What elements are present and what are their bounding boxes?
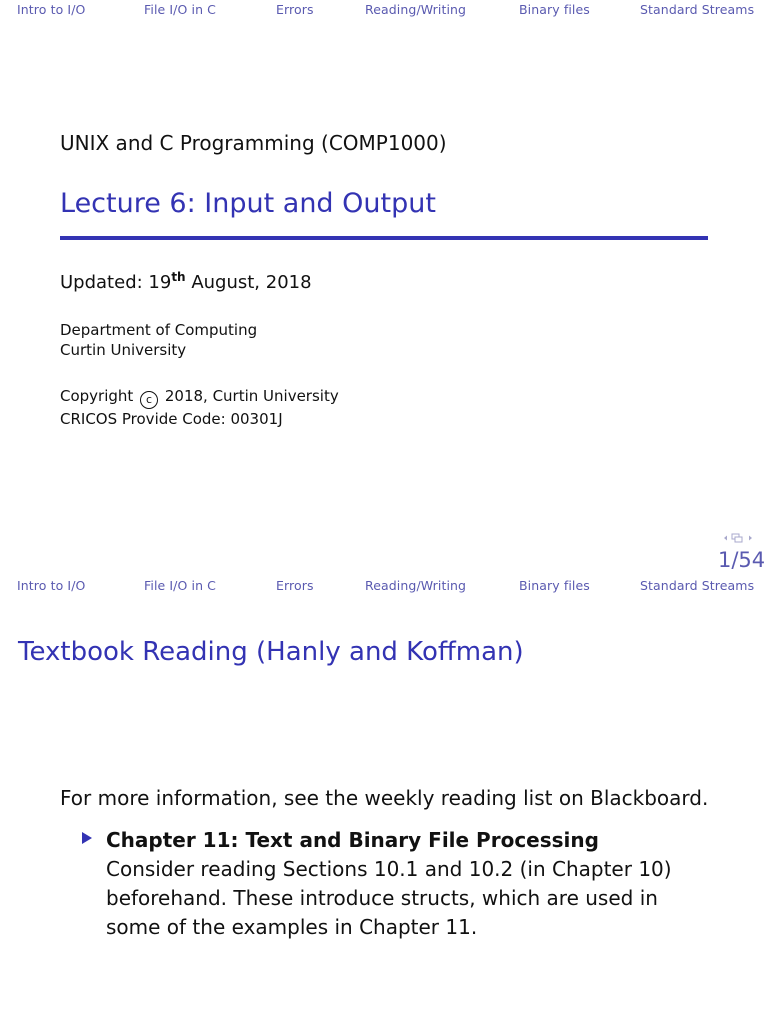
section-navigation [0,0,768,20]
reading-list-intro: For more information, see the weekly reading list on Blackboard. [60,786,709,810]
updated-suffix: August, 2018 [185,272,312,293]
nav-link-errors[interactable]: Errors [276,578,314,593]
page-counter: 1/54 [718,548,766,572]
chapter-heading: Chapter 11: Text and Binary File Processing [106,828,599,852]
copyright-line [60,386,339,409]
beamer-navigation-controls [722,531,762,545]
cricos-code: CRICOS Provide Code: 00301J [60,410,283,428]
department-block [60,320,257,360]
nav-link-binary-files[interactable]: Binary files [519,2,590,17]
reading-list [82,826,722,942]
updated-date [60,272,312,293]
nav-link-binary-files[interactable]: Binary files [519,578,590,593]
university-name: Curtin University [60,341,187,359]
lecture-title: Lecture 6: Input and Output [60,188,436,219]
updated-prefix: Updated: 19 [60,272,172,293]
nav-link-intro-to-io[interactable]: Intro to I/O [17,2,86,17]
nav-link-intro-to-io[interactable]: Intro to I/O [17,578,86,593]
copyright-label: Copyright [60,387,134,405]
updated-ordinal: th [171,270,186,284]
course-name: UNIX and C Programming (COMP1000) [60,131,447,155]
chapter-description: Consider reading Sections 10.1 and 10.2 (in Chapter 10) beforehand. These introduce structs, which are used in some of the examples in Chapter 11. [106,857,672,939]
triangle-bullet-icon [82,832,92,844]
nav-link-standard-streams[interactable]: Standard Streams [640,578,755,593]
department-name: Department of Computing [60,321,258,339]
nav-link-standard-streams[interactable]: Standard Streams [640,2,755,17]
nav-link-file-io-in-c[interactable]: File I/O in C [144,2,216,17]
nav-link-reading-writing[interactable]: Reading/Writing [365,578,467,593]
copyright-icon: c [140,391,158,409]
copyright-block [60,386,339,429]
frame-title: Textbook Reading (Hanly and Koffman) [18,637,524,667]
section-navigation [0,576,768,596]
title-divider [60,236,708,240]
list-item-body [106,826,722,942]
textbook-reading-slide [0,576,768,1024]
nav-link-errors[interactable]: Errors [276,2,314,17]
copyright-holder: 2018, Curtin University [164,387,339,405]
nav-link-file-io-in-c[interactable]: File I/O in C [144,578,216,593]
list-item [82,826,722,942]
navigation-symbols-icon[interactable] [722,531,762,545]
nav-link-reading-writing[interactable]: Reading/Writing [365,2,467,17]
